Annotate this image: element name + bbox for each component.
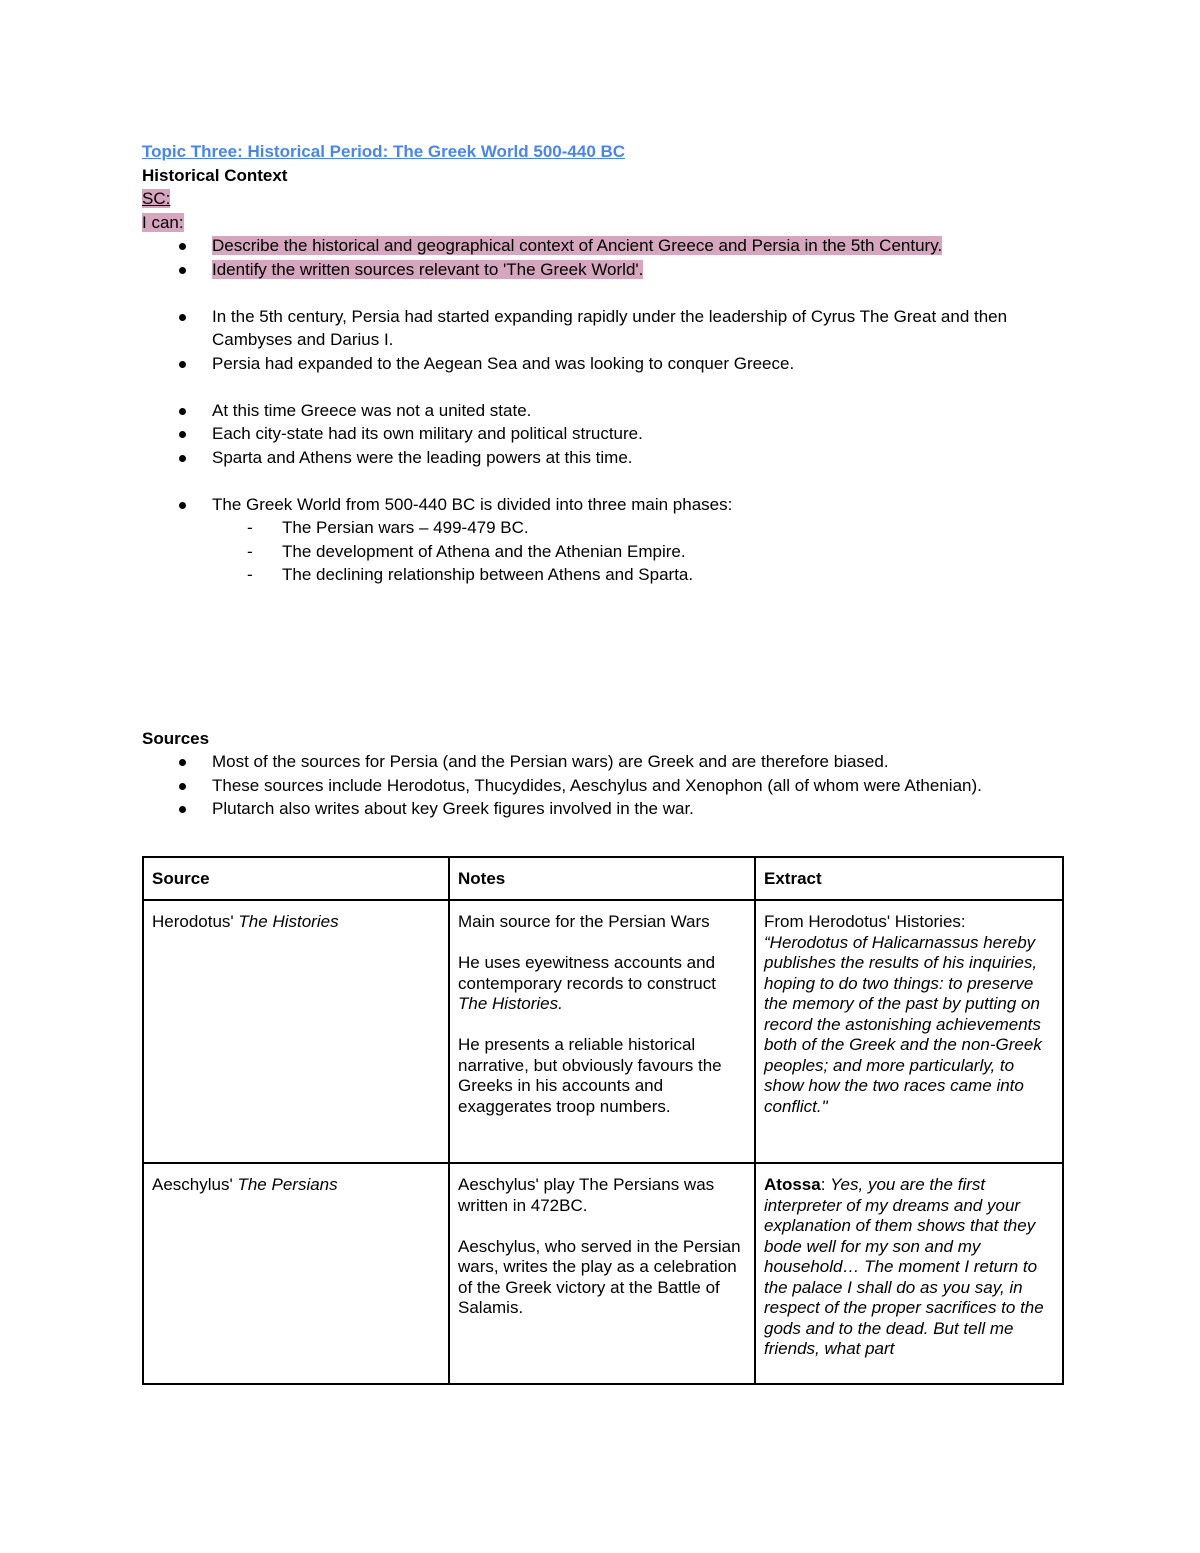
cell-source (143, 900, 449, 1163)
column-header-notes: Notes (449, 857, 755, 901)
section-heading-sources: Sources (142, 728, 210, 748)
list-item: Persia had expanded to the Aegean Sea and was looking to conquer Greece. (142, 352, 1062, 376)
list-item: Plutarch also writes about key Greek figures involved in the war. (142, 797, 1062, 821)
cell-source (143, 1163, 449, 1384)
list-item: - The Persian wars – 499-479 BC. (142, 516, 1062, 540)
cell-extract (755, 900, 1063, 1163)
notes-paragraph: He uses eyewitness accounts and contemporary records to construct The Histories. (458, 953, 716, 1013)
source-work: The Histories (238, 912, 339, 931)
extract-quote: “Herodotus of Halicarnassus hereby publishes the results of his inquiries, hoping to do two things: to preserve the memory of the past by putting on record the astonishing achievements both of the Greek and the non-Greek peoples; and more particularly, to show how the two races came into conflict." (764, 932, 1042, 1116)
notes-paragraph: Aeschylus' play The Persians was written in 472BC. (458, 1175, 715, 1215)
cell-notes (449, 1163, 755, 1384)
table-row (143, 1163, 1063, 1384)
list-item: At this time Greece was not a united state. (142, 399, 1062, 423)
list-item: In the 5th century, Persia had started expanding rapidly under the leadership of Cyrus The Great and then Cambyses and Darius I. (142, 305, 1062, 352)
cell-extract (755, 1163, 1063, 1384)
list-item: Each city-state had its own military and political structure. (142, 422, 1062, 446)
phases-list (142, 493, 1062, 517)
table-header-row (143, 857, 1063, 901)
list-item: The Greek World from 500-440 BC is divided into three main phases: (142, 493, 1062, 517)
table-row (143, 900, 1063, 1163)
extract-quote: Atossa: Yes, you are the first interpreter of my dreams and your explanation of them shows that they bode well for my son and my household… The moment I return to the palace I shall do as you say, in respect of the proper sacrifices to the gods and to the dead. But tell me friends, what part (764, 1175, 1044, 1358)
cell-notes (449, 900, 755, 1163)
list-item: Identify the written sources relevant to 'The Greek World'. (142, 258, 1062, 282)
document-page (142, 140, 1062, 1385)
section-heading-historical-context: Historical Context (142, 165, 288, 185)
list-item: Describe the historical and geographical context of Ancient Greece and Persia in the 5th Century. (142, 234, 1062, 258)
source-author: Herodotus' (152, 912, 234, 931)
success-criteria-intro: I can: (142, 212, 184, 232)
notes-paragraph: Aeschylus, who served in the Persian wars, writes the play as a celebration of the Greek victory at the Battle of Salamis. (458, 1236, 741, 1317)
success-criteria-list (142, 234, 1062, 281)
phases-sublist (142, 516, 1062, 587)
success-criteria-label: SC: (142, 189, 171, 208)
column-header-source: Source (143, 857, 449, 901)
sources-table (142, 856, 1064, 1386)
extract-intro: From Herodotus' Histories: (764, 912, 966, 931)
extract-speaker: Atossa (764, 1175, 821, 1194)
sources-list (142, 750, 1062, 821)
greece-context-list (142, 399, 1062, 470)
column-header-extract: Extract (755, 857, 1063, 901)
notes-paragraph: He presents a reliable historical narrative, but obviously favours the Greeks in his accounts and exaggerates troop numbers. (458, 1035, 722, 1116)
list-item: Most of the sources for Persia (and the Persian wars) are Greek and are therefore biased. (142, 750, 1062, 774)
source-author: Aeschylus' (152, 1175, 233, 1194)
list-item: - The development of Athena and the Athenian Empire. (142, 540, 1062, 564)
topic-title-link[interactable]: Topic Three: Historical Period: The Greek World 500-440 BC (142, 142, 626, 161)
source-work: The Persians (237, 1175, 338, 1194)
notes-paragraph: Main source for the Persian Wars (458, 912, 710, 931)
list-item: - The declining relationship between Athens and Sparta. (142, 563, 1062, 587)
persia-context-list (142, 305, 1062, 376)
list-item: These sources include Herodotus, Thucydides, Aeschylus and Xenophon (all of whom were Athenian). (142, 774, 1062, 798)
list-item: Sparta and Athens were the leading powers at this time. (142, 446, 1062, 470)
